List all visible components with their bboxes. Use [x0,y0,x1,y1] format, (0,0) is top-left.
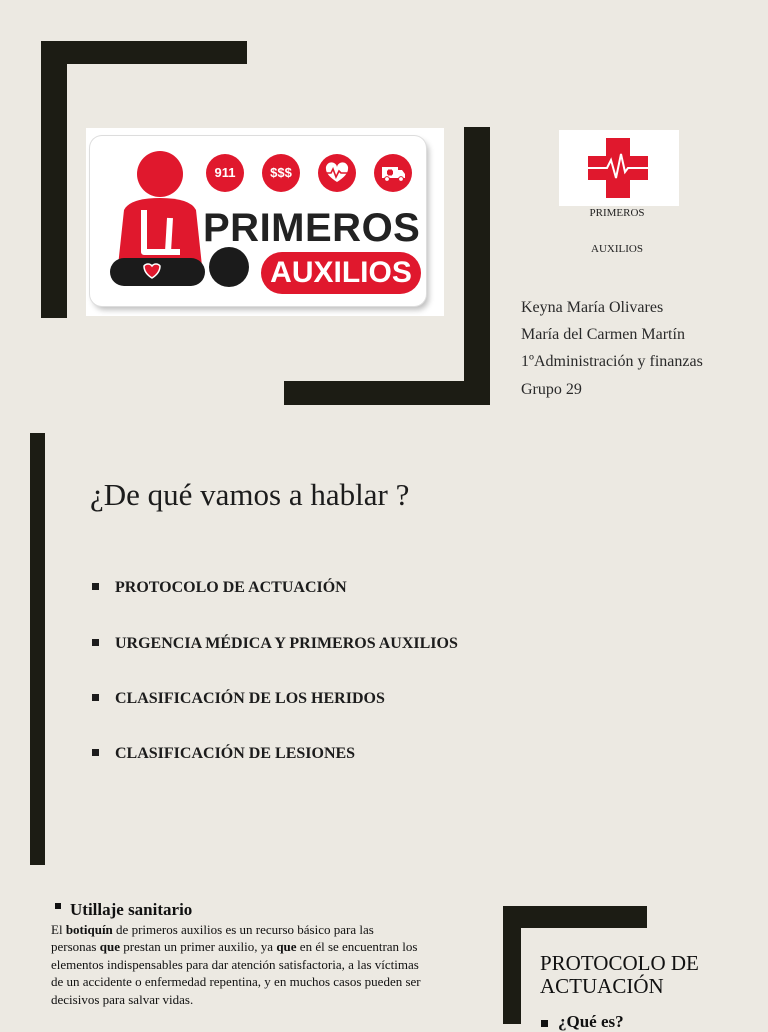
que-es-item [541,1012,624,1032]
para-text: El [51,922,66,937]
heartbeat-icon [318,154,356,192]
cross-caption-line1: PRIMEROS [589,207,645,219]
bullet-square-icon [55,903,61,909]
frame-bar-right [464,127,490,405]
agenda-item-label: CLASIFICACIÓN DE LOS HERIDOS [115,690,385,707]
author-2: María del Carmen Martín [521,326,685,343]
bullet-square-icon [92,749,99,756]
agenda-item [92,690,385,708]
logo-title-auxilios: AUXILIOS [261,252,421,294]
agenda-item [92,745,355,763]
para-text: prestan un primer auxilio, ya [119,939,277,955]
course: 1ºAdministración y finanzas [521,353,703,370]
group: Grupo 29 [521,381,582,398]
primeros-auxilios-logo [86,128,444,316]
red-cross-heartbeat-icon [559,130,679,206]
emergency-911-icon: 911 [206,154,244,192]
para-bold: que [99,939,120,955]
ambulance-icon [374,154,412,192]
utillaje-heading-label: Utillaje sanitario [70,900,193,919]
agenda-item-label: URGENCIA MÉDICA Y PRIMEROS AUXILIOS [115,635,458,652]
frame-bar-top [41,41,247,64]
para-text: de primeros auxilios es un recurso básico para las personas [51,922,374,955]
para-text: en él se encuentran los elementos indispensables para dar atención satisfactoria, a las víctimas de un accidente o enfermedad repentina, y en muchos casos pueden ser decisivos para salvar vidas. [51,939,421,1007]
bullet-square-icon [92,583,99,590]
bullet-square-icon [92,694,99,701]
slide3-frame-left [503,906,521,1024]
author-1: Keyna María Olivares [521,299,664,316]
que-es-label: ¿Qué es? [558,1012,624,1031]
protocolo-title-line2: ACTUACIÓN [540,974,664,998]
logo-card [90,136,426,306]
para-bold: botiquín [65,922,113,937]
agenda-item-label: CLASIFICACIÓN DE LESIONES [115,745,356,762]
para-bold: que [276,939,297,955]
cross-caption-line2: AUXILIOS [591,243,643,255]
bullet-square-icon [92,639,99,646]
frame-bar-bottom [284,381,490,405]
logo-title-primeros: PRIMEROS [203,206,421,250]
slide3-frame-top [503,906,647,928]
agenda-item [92,579,347,597]
slide2-left-bar [30,433,45,865]
money-icon: $$$ [262,154,300,192]
protocolo-title [540,952,699,998]
agenda-title: ¿De qué vamos a hablar ? [90,477,410,512]
utillaje-heading [55,900,192,920]
agenda-item-label: PROTOCOLO DE ACTUACIÓN [115,579,347,596]
bullet-square-icon [541,1020,548,1027]
agenda-item [92,635,458,653]
frame-bar-left [41,41,67,318]
head-icon [208,246,250,288]
protocolo-title-line1: PROTOCOLO DE [540,951,699,975]
botiquin-paragraph [51,921,421,1008]
